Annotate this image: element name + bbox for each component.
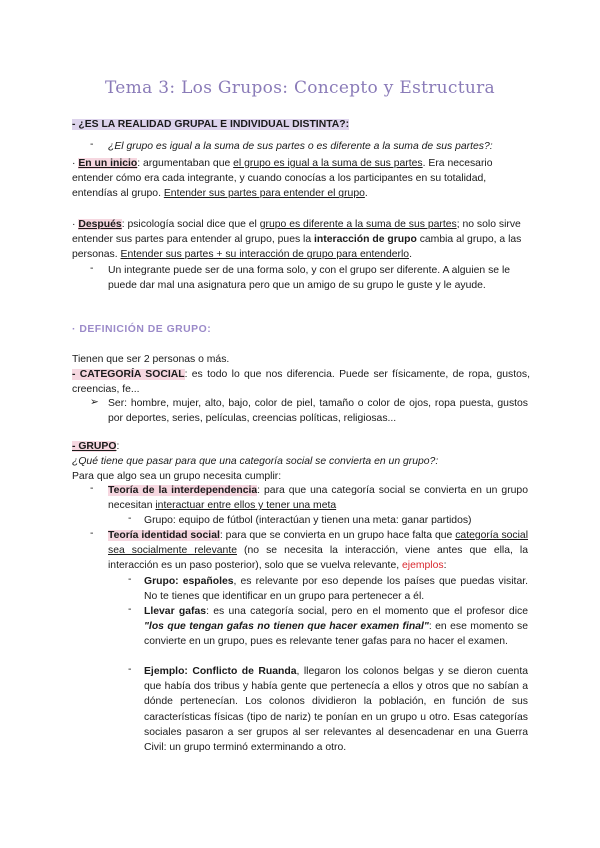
question-dash: - — [90, 139, 94, 150]
e3-dash: - — [128, 664, 132, 675]
t1-dash: - — [90, 483, 94, 494]
section3-heading: - GRUPO: — [72, 441, 120, 452]
section1-heading: - ¿ES LA REALIDAD GRUPAL E INDIVIDUAL DISTINTA?: — [72, 119, 350, 130]
section3-question: ¿Qué tiene que pasar para que una categoría social se convierta en un grupo?: — [72, 456, 439, 467]
section1-paragraph-1: · En un inicio: argumentaban que el grupo es igual a la suma de sus partes. Era necesario entender cómo era cada integrante, y cuando conocías a los participantes en su totalidad, entendías al grupo. Entender sus partes para entender el grupo. — [72, 158, 493, 200]
bullet-dash: - — [90, 263, 94, 274]
example-ruanda: Ejemplo: Conflicto de Ruanda, llegaron los colonos belgas y se dieron cuenta que había dos tribus y había gente que pertenecía a ellos y otros que no sabían a dónde pertenecían. Los colonos dividieron la población, en función de sus características físicas (tipo de nariz) te ponían en un grupo u otro. Esas categorías sociales pasaron a ser grupos al ser relevantes al desencadenar en una Guerra Civil: un grupo terminó exterminando a otro. — [144, 666, 528, 754]
section1-question: ¿El grupo es igual a la suma de sus partes o es diferente a la suma de sus partes?: — [108, 141, 493, 152]
document-title: Tema 3: Los Grupos: Concepto y Estructura — [104, 78, 495, 98]
teoria-identidad-social: Teoría identidad social: para que se convierta en un grupo hace falta que categoría social sea socialmente relevante (no se necesita la interacción, viene antes que ella, la interacción es un paso posterior), solo que se vuelva relevante, ejemplos: — [108, 530, 529, 572]
e2-dash: - — [128, 604, 132, 615]
section2-line: Tienen que ser 2 personas o más. — [72, 354, 230, 365]
example-gafas: Llevar gafas: es una categoría social, pero en el momento que el profesor dice "los que tengan gafas no tienen que hacer examen final": en ese momento se convierte en un grupo, pues es relevante tener gafas para no hacer el examen. — [144, 606, 528, 648]
section1-bullet: Un integrante puede ser de una forma solo, y con el grupo ser diferente. A alguien se le puede dar mal una asignatura pero que un amigo de su grupo le guste y le ayude. — [108, 265, 511, 292]
teoria-interdependencia: Teoría de la interdependencia: para que una categoría social se convierta en un grupo necesitan interactuar entre ellos y tener una meta — [108, 485, 528, 512]
t2-dash: - — [90, 528, 94, 539]
teoria-interdependencia-example: Grupo: equipo de fútbol (interactúan y tienen una meta: ganar partidos) — [144, 515, 472, 526]
e1-dash: - — [128, 574, 132, 585]
section3-intro: Para que algo sea un grupo necesita cumplir: — [72, 471, 282, 482]
categoria-social-paragraph: - CATEGORÍA SOCIAL: es todo lo que nos diferencia. Puede ser físicamente, de ropa, gustos, creencias, fe... — [72, 369, 530, 396]
section2-heading: · DEFINICIÓN DE GRUPO: — [72, 324, 212, 335]
section1-paragraph-2: · Después: psicología social dice que el grupo es diferente a la suma de sus partes; no solo sirve entender sus partes para entender al grupo, pues la interacción de grupo cambia al grupo, a las personas. Entender sus partes + su interacción de grupo para entenderlo. — [72, 219, 522, 261]
arrow-bullet-icon: ➢ — [90, 397, 99, 408]
example-espanoles: Grupo: españoles, es relevante por eso depende los países que puedas visitar. No te tienes que identificar en un grupo para pertenecer a él. — [144, 576, 529, 603]
t1-sub-dash: - — [128, 513, 132, 524]
categoria-social-example: Ser: hombre, mujer, alto, bajo, color de piel, tamaño o color de ojos, ropa puesta, gustos por deportes, series, películas, creencias políticas, religiosas... — [108, 398, 528, 425]
